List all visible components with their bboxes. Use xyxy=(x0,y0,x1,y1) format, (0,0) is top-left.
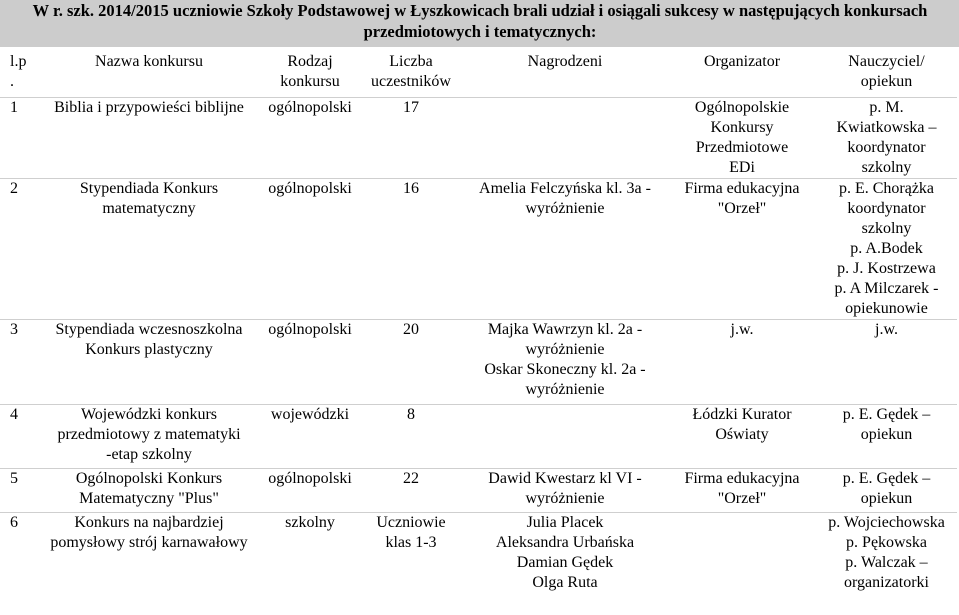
cell-winners-line: Majka Wawrzyn kl. 2a - xyxy=(487,321,643,338)
header-lp-line: . xyxy=(10,73,14,90)
cell-teacher-line: p. J. Kostrzewa xyxy=(837,260,936,277)
cell-teacher-line: p. A Milczarek - xyxy=(834,280,939,297)
cell-lp-value: 4 xyxy=(10,406,18,423)
cell-winners-line: Amelia Felczyńska kl. 3a - xyxy=(479,180,651,197)
header-organizer-line: Organizator xyxy=(703,53,781,70)
table-row xyxy=(0,98,957,179)
header-count xyxy=(360,52,462,98)
cell-count xyxy=(360,469,462,513)
cell-lp-value: 1 xyxy=(10,99,18,116)
cell-teacher xyxy=(816,513,957,600)
cell-organizer-line: Ogólnopolskie xyxy=(694,99,790,116)
cell-name-line: -etap szkolny xyxy=(106,446,192,463)
cell-teacher-line: opiekun xyxy=(860,490,913,507)
header-type-line: Rodzaj xyxy=(287,53,333,70)
cell-count-line: 22 xyxy=(403,470,419,487)
cell-teacher xyxy=(816,179,957,320)
cell-teacher-line: p. Walczak – xyxy=(845,554,928,571)
table-row xyxy=(0,320,957,405)
cell-teacher-line: p. M. xyxy=(869,99,904,116)
header-type xyxy=(260,52,360,98)
cell-teacher xyxy=(816,469,957,513)
cell-winners-line: wyróżnienie xyxy=(525,381,605,398)
cell-teacher-line: koordynator xyxy=(847,200,926,217)
cell-teacher-line: p. Wojciechowska xyxy=(828,514,945,531)
header-lp-line: l.p xyxy=(10,53,27,70)
cell-type xyxy=(260,469,360,513)
cell-count-line: 16 xyxy=(403,180,419,197)
cell-teacher-line: p. Pękowska xyxy=(846,534,927,551)
cell-winners-line: Olga Ruta xyxy=(532,574,598,591)
cell-winners-line: Aleksandra Urbańska xyxy=(495,534,635,551)
cell-organizer-line: Oświaty xyxy=(715,426,769,443)
cell-organizer-line: "Orzeł" xyxy=(717,200,767,217)
cell-name-line: Stypendiada wczesnoszkolna xyxy=(55,321,243,338)
cell-organizer xyxy=(668,469,816,513)
cell-type-line: ogólnopolski xyxy=(268,470,352,487)
cell-teacher-line: Kwiatkowska – xyxy=(836,119,937,136)
cell-type xyxy=(260,405,360,469)
cell-type xyxy=(260,513,360,600)
cell-organizer-line: Konkursy xyxy=(710,119,774,136)
cell-type xyxy=(260,179,360,320)
cell-count-line: 8 xyxy=(407,406,415,423)
cell-lp xyxy=(0,320,38,405)
cell-teacher xyxy=(816,405,957,469)
header-lp xyxy=(0,52,38,98)
header-count-line: uczestników xyxy=(371,73,451,90)
cell-type xyxy=(260,320,360,405)
cell-teacher-line: p. E. Gędek – xyxy=(842,406,931,423)
header-name xyxy=(38,52,260,98)
cell-teacher-line: p. A.Bodek xyxy=(850,240,923,257)
cell-lp-value: 2 xyxy=(10,180,18,197)
cell-teacher-line: p. E. Gędek – xyxy=(842,470,931,487)
cell-lp xyxy=(0,513,38,600)
cell-organizer-line: j.w. xyxy=(730,321,754,338)
cell-count xyxy=(360,405,462,469)
cell-teacher-line: j.w. xyxy=(875,321,898,338)
cell-count-line: Uczniowie xyxy=(376,514,446,531)
cell-teacher-line: koordynator xyxy=(847,139,926,156)
contests-table xyxy=(0,52,957,599)
cell-teacher-line: organizatorki xyxy=(843,574,929,591)
cell-winners-line: Damian Gędek xyxy=(516,554,614,571)
cell-lp-value: 6 xyxy=(10,514,18,531)
table-row xyxy=(0,405,957,469)
cell-teacher-line: p. E. Chorążka xyxy=(838,180,935,197)
cell-name xyxy=(38,320,260,405)
cell-type-line: wojewódzki xyxy=(270,406,350,423)
cell-winners-line: Dawid Kwestarz kl VI - xyxy=(488,470,642,487)
cell-organizer-line: Przedmiotowe xyxy=(695,139,789,156)
cell-winners xyxy=(462,513,668,600)
cell-organizer-line: Firma edukacyjna xyxy=(684,470,800,487)
cell-organizer-line: "Orzeł" xyxy=(717,490,767,507)
cell-organizer xyxy=(668,98,816,179)
header-teacher-line: Nauczyciel/ xyxy=(848,53,925,70)
header-winners xyxy=(462,52,668,98)
cell-name-line: Konkurs plastyczny xyxy=(85,341,213,358)
cell-teacher xyxy=(816,320,957,405)
cell-teacher-line: szkolny xyxy=(861,220,912,237)
cell-winners-line: wyróżnienie xyxy=(525,200,605,217)
cell-name-line: Matematyczny "Plus" xyxy=(79,490,219,507)
table-row xyxy=(0,179,957,320)
header-teacher-line: opiekun xyxy=(860,73,913,90)
table-row xyxy=(0,469,957,513)
cell-lp-value: 3 xyxy=(10,321,18,338)
cell-count xyxy=(360,320,462,405)
cell-lp-value: 5 xyxy=(10,470,18,487)
cell-winners xyxy=(462,179,668,320)
header-teacher xyxy=(816,52,957,98)
cell-type-line: szkolny xyxy=(285,514,335,531)
cell-lp xyxy=(0,98,38,179)
cell-name xyxy=(38,179,260,320)
cell-name-line: Biblia i przypowieści biblijne xyxy=(54,99,244,116)
cell-organizer xyxy=(668,179,816,320)
cell-organizer xyxy=(668,405,816,469)
cell-teacher-line: opiekunowie xyxy=(845,300,928,317)
cell-name-line: Stypendiada Konkurs xyxy=(79,180,219,197)
header-count-line: Liczba xyxy=(389,53,433,70)
cell-teacher-line: szkolny xyxy=(861,159,912,176)
cell-lp xyxy=(0,405,38,469)
cell-name xyxy=(38,405,260,469)
cell-type xyxy=(260,98,360,179)
cell-name xyxy=(38,469,260,513)
cell-count-line: klas 1-3 xyxy=(385,534,437,551)
cell-name-line: Wojewódzki konkurs xyxy=(80,406,218,423)
cell-winners xyxy=(462,405,668,469)
cell-count xyxy=(360,179,462,320)
cell-name-line: pomysłowy strój karnawałowy xyxy=(50,534,248,551)
cell-name-line: matematyczny xyxy=(102,200,196,217)
header-type-line: konkursu xyxy=(280,73,340,90)
cell-lp xyxy=(0,179,38,320)
cell-organizer-line: Łódzki Kurator xyxy=(692,406,792,423)
cell-type-line: ogólnopolski xyxy=(268,180,352,197)
header-organizer xyxy=(668,52,816,98)
cell-name-line: Ogólnopolski Konkurs xyxy=(75,470,223,487)
cell-name-line: przedmiotowy z matematyki xyxy=(57,426,241,443)
cell-count-line: 20 xyxy=(403,321,419,338)
cell-name xyxy=(38,98,260,179)
cell-count-line: 17 xyxy=(403,99,419,116)
cell-type-line: ogólnopolski xyxy=(268,321,352,338)
table-row xyxy=(0,513,957,600)
cell-organizer-line: EDi xyxy=(729,159,755,176)
title-line-1: W r. szk. 2014/2015 uczniowie Szkoły Podstawowej w Łyszkowicach brali udział i osiągali sukcesy w następujących konkursach xyxy=(32,1,928,20)
cell-winners xyxy=(462,469,668,513)
cell-count xyxy=(360,513,462,600)
cell-count xyxy=(360,98,462,179)
cell-teacher-line: opiekun xyxy=(860,426,913,443)
cell-winners xyxy=(462,98,668,179)
header-name-line: Nazwa konkursu xyxy=(95,53,203,70)
cell-name xyxy=(38,513,260,600)
table-header-row xyxy=(0,52,957,98)
cell-organizer xyxy=(668,513,816,600)
cell-organizer-line: Firma edukacyjna xyxy=(684,180,800,197)
cell-winners-line: Julia Placek xyxy=(526,514,604,531)
cell-type-line: ogólnopolski xyxy=(268,99,352,116)
document-title xyxy=(30,0,930,42)
cell-winners-line: wyróżnienie xyxy=(525,341,605,358)
cell-teacher xyxy=(816,98,957,179)
cell-name-line: Konkurs na najbardziej xyxy=(74,514,224,531)
cell-lp xyxy=(0,469,38,513)
title-line-2: przedmiotowych i tematycznych: xyxy=(363,22,597,41)
cell-winners-line: Oskar Skoneczny kl. 2a - xyxy=(484,361,646,378)
cell-organizer xyxy=(668,320,816,405)
cell-winners-line: wyróżnienie xyxy=(525,490,605,507)
cell-winners xyxy=(462,320,668,405)
header-winners-line: Nagrodzeni xyxy=(527,53,603,70)
